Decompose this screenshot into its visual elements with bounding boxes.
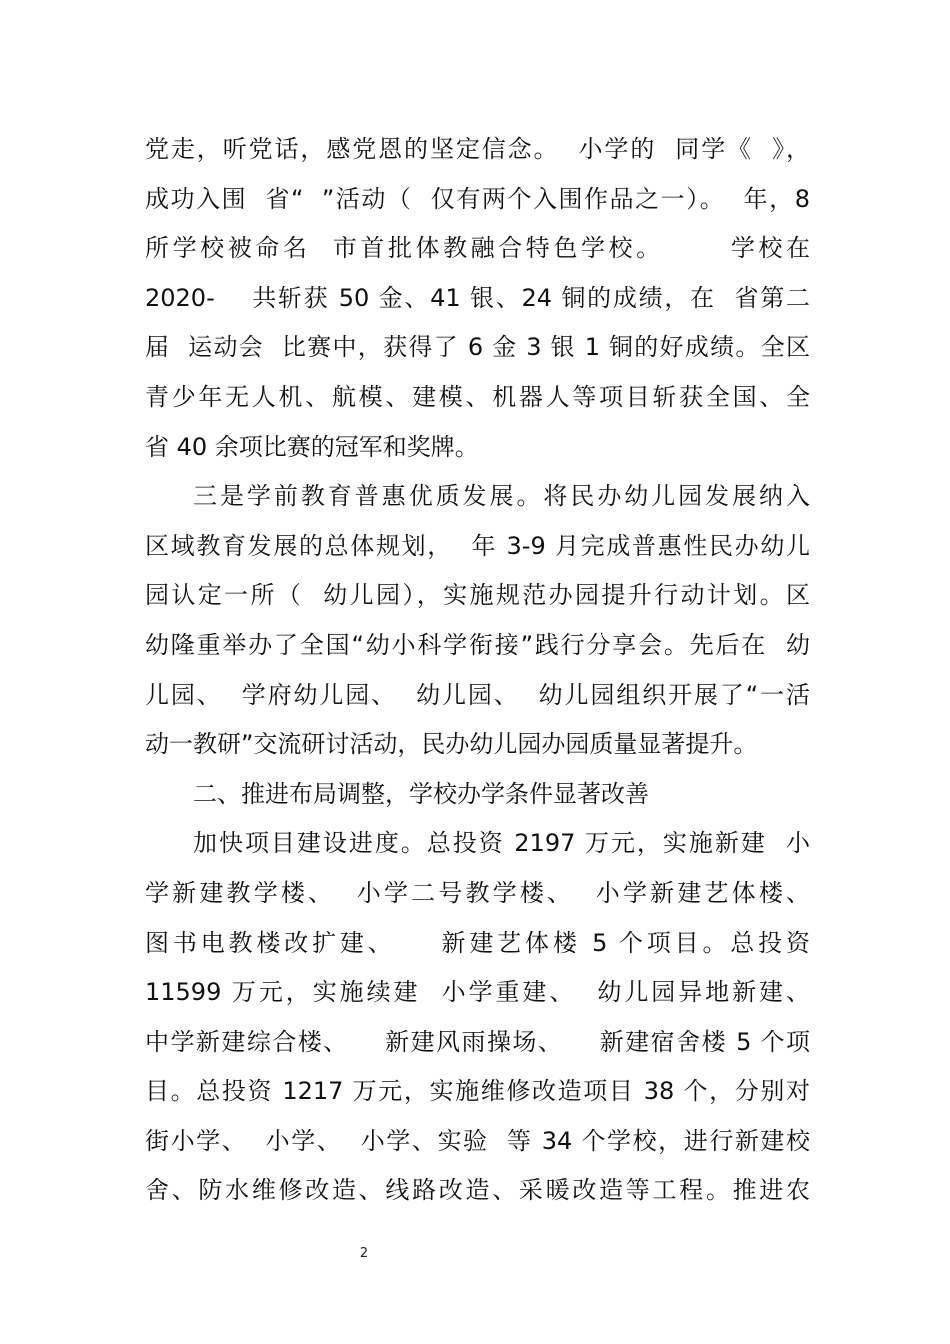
text-line: 届 运动会 比赛中，获得了 6 金 3 银 1 铜的好成绩。全区: [145, 333, 810, 362]
text-line: 区域教育发展的总体规划， 年 3-9 月完成普惠性民办幼儿: [145, 531, 810, 560]
paragraph-first-line: 加快项目建设进度。总投资 2197 万元，实施新建 小: [193, 829, 810, 858]
text-line: 成功入围 省“ ”活动（ 仅有两个入围作品之一）。 年，8: [145, 184, 810, 213]
text-line: 学新建教学楼、 小学二号教学楼、 小学新建艺体楼、: [145, 878, 810, 907]
text-line: 园认定一所（ 幼儿园），实施规范办园提升行动计划。区: [145, 581, 810, 610]
text-line: 幼隆重举办了全国“幼小科学衔接”践行分享会。先后在 幼: [145, 630, 810, 659]
text-line: 省 40 余项比赛的冠军和奖牌。: [145, 432, 479, 461]
page-number: 2: [359, 1246, 369, 1261]
text-line: 11599 万元，实施续建 小学重建、 幼儿园异地新建、: [145, 978, 810, 1007]
text-line: 党走，听党话，感党恩的坚定信念。 小学的 同学《 》，: [145, 135, 810, 163]
body-text: [145, 125, 810, 1216]
text-line: 图书电教楼改扩建、 新建艺体楼 5 个项目。总投资: [145, 928, 810, 957]
text-line: 目。总投资 1217 万元，实施维修改造项目 38 个，分别对: [145, 1077, 810, 1106]
text-line: 中学新建综合楼、 新建风雨操场、 新建宿舍楼 5 个项: [145, 1027, 810, 1056]
text-line: 所学校被命名 市首批体教融合特色学校。 学校在: [145, 234, 810, 263]
section-heading: 二、推进布局调整，学校办学条件显著改善: [193, 779, 649, 808]
paragraph-first-line: 三是学前教育普惠优质发展。将民办幼儿园发展纳入: [193, 482, 810, 511]
text-line: 儿园、 学府幼儿园、 幼儿园、 幼儿园组织开展了“一活: [145, 680, 810, 709]
text-line: 街小学、 小学、 小学、实验 等 34 个学校，进行新建校: [145, 1126, 810, 1155]
text-line: 舍、防水维修改造、线路改造、采暖改造等工程。推进农: [145, 1176, 810, 1205]
text-line: 青少年无人机、航模、建模、机器人等项目斩获全国、全: [145, 382, 810, 411]
text-line: 动一教研”交流研讨活动，民办幼儿园办园质量显著提升。: [145, 730, 758, 759]
text-line: 2020- 共斩获 50 金、41 银、24 铜的成绩，在 省第二: [145, 283, 810, 312]
